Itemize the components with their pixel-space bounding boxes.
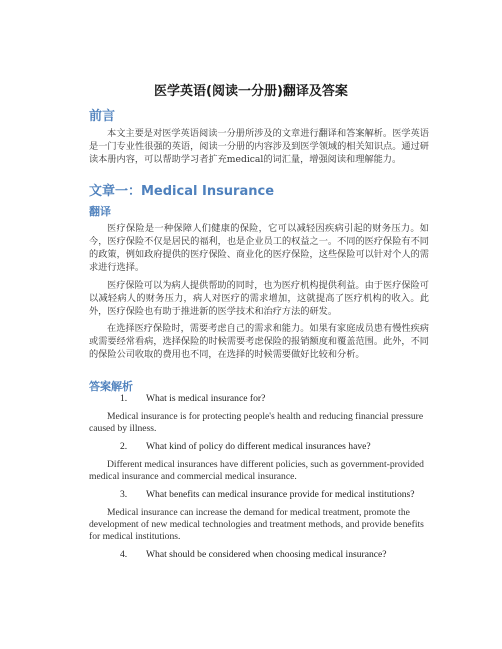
translation-heading: 翻译: [89, 205, 111, 218]
translation-paragraph-1: 医疗保险是一种保障人们健康的保险，它可以减轻因疾病引起的财务压力。如今，医疗保险不仅是居民的福利，也是企业员工的权益之一。不同的医疗保险有不同的政策，例如政府提供的医疗保险、商业化的医疗保险，这些保险可以针对个人的需求进行选择。: [89, 223, 429, 273]
translation-paragraph-2: 医疗保险可以为病人提供帮助的同时，也为医疗机构提供利益。由于医疗保险可以减轻病人的财务压力，病人对医疗的需求增加，这就提高了医疗机构的收入。此外，医疗保险也有助于推进新的医学技术和治疗方法的研发。: [89, 280, 429, 317]
question-text: What is medical insurance for?: [146, 393, 266, 404]
question-text: What benefits can medical insurance provide for medical institutions?: [146, 489, 415, 500]
question-2: [120, 441, 371, 452]
answer-3: Medical insurance can increase the demand for medical treatment, promote the development of new medical technologies and treatment methods, and provide benefits for medical institutions.: [89, 507, 424, 542]
question-3: [120, 489, 415, 500]
answers-heading: 答案解析: [89, 380, 133, 393]
article-heading: 文章一：Medical Insurance: [89, 184, 275, 199]
question-number: 3.: [120, 489, 128, 500]
answer-2: Different medical insurances have different policies, such as government-provided medical insurance and commercial medical insurance.: [89, 459, 424, 482]
question-text: What kind of policy do different medical insurances have?: [146, 441, 371, 452]
answer-1: Medical insurance is for protecting people's health and reducing financial pressure caused by illness.: [89, 411, 424, 434]
translation-paragraph-3: 在选择医疗保险时，需要考虑自己的需求和能力。如果有家庭成员患有慢性疾病或需要经常看病，选择保险的时候需要考虑保险的报销额度和覆盖范围。此外，不同的保险公司收取的费用也不同，在选择的时候需要做好比较和分析。: [89, 323, 429, 360]
question-number: 4.: [120, 549, 128, 560]
preface-paragraph: 本文主要是对医学英语阅读一分册所涉及的文章进行翻译和答案解析。医学英语是一门专业性很强的英语，阅读一分册的内容涉及到医学领域的相关知识点。通过研读本册内容，可以帮助学习者扩充medical的词汇量，增强阅读和理解能力。: [89, 128, 429, 165]
question-1: [120, 393, 265, 404]
question-number: 1.: [120, 393, 128, 404]
preface-heading: 前言: [89, 109, 116, 124]
document-title: 医学英语(阅读一分册)翻译及答案: [154, 84, 348, 99]
question-text: What should be considered when choosing medical insurance?: [146, 549, 387, 560]
question-4: [120, 549, 387, 560]
question-number: 2.: [120, 441, 128, 452]
